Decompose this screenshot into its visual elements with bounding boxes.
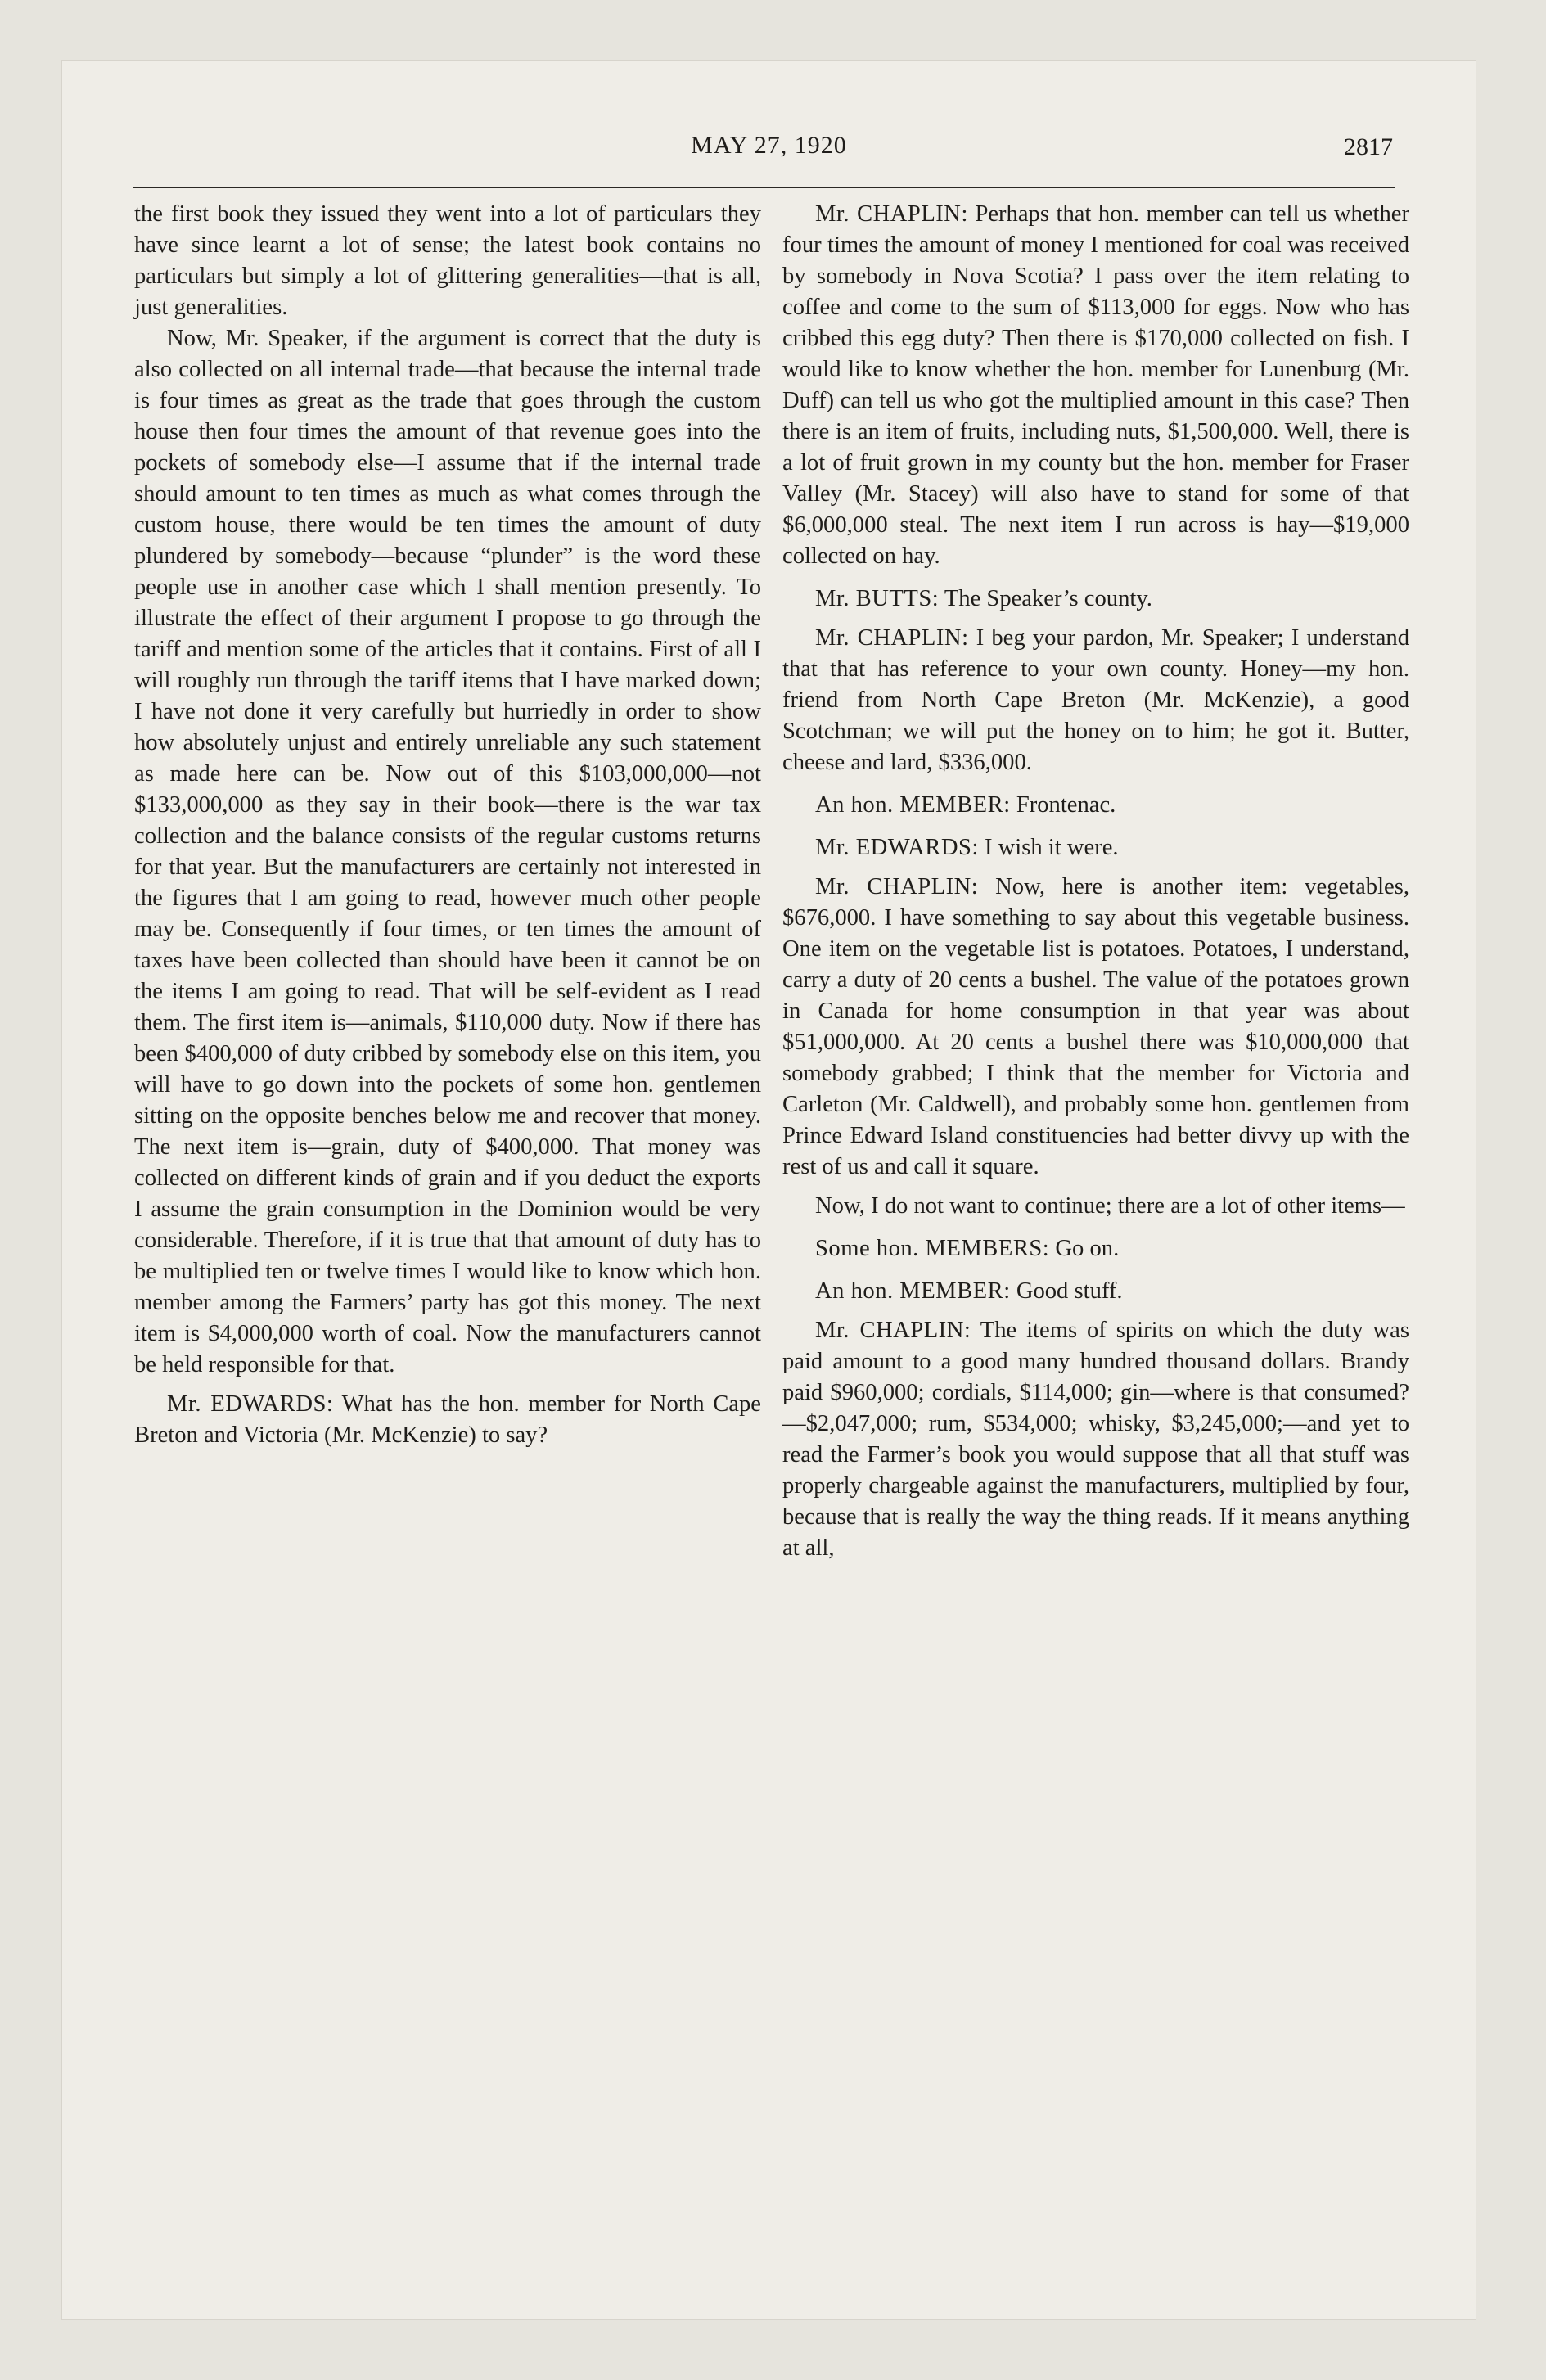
paragraph-text: the first book they issued they went into a lot of particulars they have since learnt a lot of sense; the latest book contains no particulars but simply a lot of glittering generalities—that is all, just generalities. [134,201,761,320]
speech-paragraph [782,1233,1409,1264]
speech-text: The Speaker’s county. [944,586,1152,611]
speaker-name: Some hon. MEMBERS: [815,1236,1050,1261]
speech-text: Go on. [1055,1236,1120,1261]
speech-paragraph [782,1276,1409,1307]
speech-text: Perhaps that hon. member can tell us whether four times the amount of money I mentioned for coal was received by somebody in Nova Scotia? I pass over the item relating to coffee and come to the sum of $113,000 for eggs. Now who has cribbed this egg duty? Then there is $170,000 collected on fish. I would like to know whether the hon. member for Lunenburg (Mr. Duff) can tell us who got the multiplied amount in this case? Then there is an item of fruits, including nuts, $1,500,000. Well, there is a lot of fruit grown in my county but the hon. member for Fraser Valley (Mr. Stacey) will also have to stand for some of that $6,000,000 steal. The next item I run across is hay—$19,000 collected on hay. [782,201,1409,569]
speech-text: Frontenac. [1016,792,1116,818]
paragraph [134,323,761,1381]
page-sheet [61,60,1476,2320]
speech-text: Good stuff. [1016,1278,1123,1304]
speech-paragraph [782,584,1409,615]
speech-paragraph [782,790,1409,821]
right-column [782,199,1409,1564]
speaker-name: Mr. CHAPLIN: [815,1318,971,1343]
page-header [61,132,1476,173]
speech-paragraph [782,832,1409,863]
speech-paragraph [782,623,1409,778]
speech-text: I wish it were. [984,835,1119,860]
speaker-name: Mr. CHAPLIN: [815,874,979,899]
paragraph [782,1191,1409,1222]
speech-text: What has the hon. member for North Cape Breton and Victoria (Mr. McKenzie) to say? [134,1391,761,1448]
speech-paragraph [782,872,1409,1183]
speaker-name: An hon. MEMBER: [815,1278,1011,1304]
header-rule [133,187,1395,188]
header-date: MAY 27, 1920 [691,132,847,159]
paragraph [134,199,761,323]
speech-text: I beg your pardon, Mr. Speaker; I understand that that has reference to your own county. Honey—my hon. friend from North Cape Breton (Mr. McKenzie), a good Scotchman; we will put the honey on to him; he got it. Butter, cheese and lard, $336,000. [782,625,1410,775]
speech-text: Now, here is another item: vegetables, $676,000. I have something to say about this vegetable business. One item on the vegetable list is potatoes. Potatoes, I understand, carry a duty of 20 cents a bushel. The value of the potatoes grown in Canada for home consumption in that year was about $51,000,000. At 20 cents a bushel there was $10,000,000 that somebody grabbed; I think that the member for Victoria and Carleton (Mr. Caldwell), and probably some hon. gentlemen from Prince Edward Island constituencies had better divvy up with the rest of us and call it square. [782,874,1409,1179]
speaker-name: Mr. EDWARDS: [815,835,979,860]
paragraph-text: Now, I do not want to continue; there are a lot of other items— [815,1193,1405,1219]
left-column [134,199,761,1451]
speaker-name: Mr. BUTTS: [815,586,940,611]
speech-paragraph [782,1315,1409,1564]
page-number: 2817 [1344,133,1393,160]
paragraph-text: Now, Mr. Speaker, if the argument is correct that the duty is also collected on all internal trade—that because the internal trade is four times as great as the trade that goes through the custom house then four times the amount of that revenue goes into the pockets of somebody else—I assume that if the internal trade should amount to ten times as much as what comes through the custom house, there would be ten times the amount of duty plundered by somebody—because “plunder” is the word these people use in another case which I shall mention presently. To illustrate the effect of their argument I propose to go through the tariff and mention some of the articles that it contains. First of all I will roughly run through the tariff items that I have marked down; I have not done it very carefully but hurriedly in order to show how absolutely unjust and entirely unreliable any such statement as made here can be. Now out of this $103,000,000—not $133,000,000 as they say in their book—there is the war tax collection and the balance consists of the regular customs returns for that year. But the manufacturers are certainly not interested in the figures that I am going to read, however much other people may be. Consequently if four times, or ten times the amount of taxes have been collected than should have been it cannot be on the items I am going to read. That will be self-evident as I read them. The first item is—animals, $110,000 duty. Now if there has been $400,000 of duty cribbed by somebody else on this item, you will have to go down into the pockets of some hon. gentlemen sitting on the opposite benches below me and recover that money. The next item is—grain, duty of $400,000. That money was collected on different kinds of grain and if you deduct the exports I assume the grain consumption in the Dominion would be very considerable. Therefore, if it is true that that amount of duty has to be multiplied ten or twelve times I would like to know which hon. member among the Farmers’ party has got this money. The next item is $4,000,000 worth of coal. Now the manufacturers cannot be held responsible for that. [134,326,761,1377]
speech-paragraph [134,1389,761,1451]
speaker-name: Mr. EDWARDS: [167,1391,334,1417]
speaker-name: Mr. CHAPLIN: [815,201,968,227]
speaker-name: Mr. CHAPLIN: [815,625,969,651]
speech-paragraph [782,199,1409,572]
speaker-name: An hon. MEMBER: [815,792,1011,818]
speech-text: The items of spirits on which the duty was paid amount to a good many hundred thousand dollars. Brandy paid $960,000; cordials, $114,000; gin—where is that consumed?—$2,047,000; rum, $534,000; whisky, $3,245,000;—and yet to read the Farmer’s book you would suppose that all that stuff was properly chargeable against the manufacturers, multiplied by four, because that is really the way the thing reads. If it means anything at all, [782,1318,1409,1561]
